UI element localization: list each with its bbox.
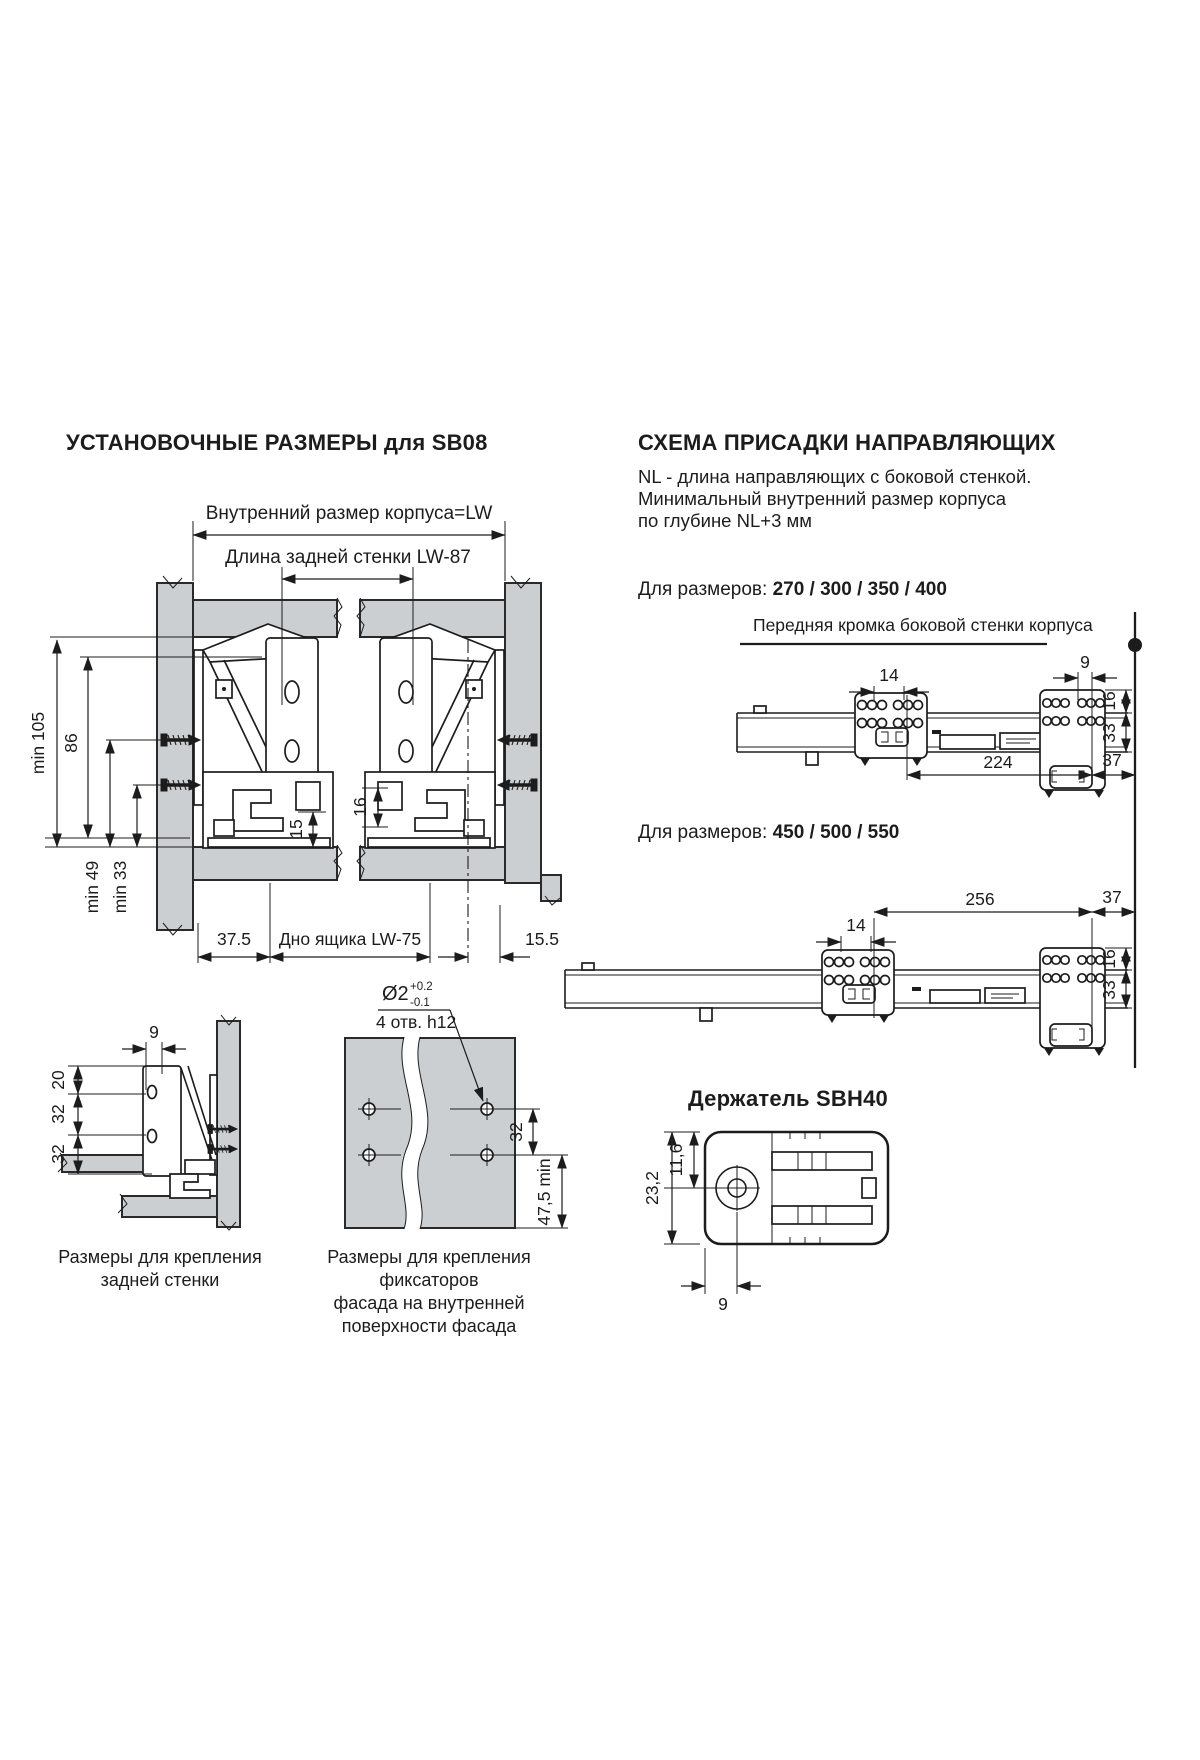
dim-32a-label: 32: [48, 1104, 68, 1124]
rail1-dim-9-label: 9: [1080, 652, 1090, 672]
holder-title: Держатель SBH40: [688, 1086, 888, 1111]
dim-15-label: 15: [286, 819, 306, 839]
dim-20-label: 20: [48, 1070, 68, 1090]
hole-diameter-label: Ø2: [382, 983, 409, 1005]
facade-caption-line2: фасада на внутренней: [333, 1293, 525, 1313]
dim-32b-label: 32: [48, 1144, 68, 1164]
rail-drawing-short: [737, 652, 1135, 798]
dim-86-label: 86: [61, 733, 81, 753]
rail2-dim-256-label: 256: [965, 889, 995, 909]
dim-155-label: 15.5: [524, 929, 560, 949]
nl-note-line3: по глубине NL+3 мм: [638, 510, 812, 531]
backwall-panel: [217, 1015, 240, 1230]
dim-min105: [28, 640, 57, 847]
dim-32-facade-label: 32: [506, 1122, 526, 1142]
holder-dim-232-label: 23,2: [642, 1170, 662, 1206]
rail2-dim-14-label: 14: [846, 915, 866, 935]
nl-note-line1: NL - длина направляющих с боковой стенкой.: [638, 466, 1032, 487]
front-edge-label: Передняя кромка боковой стенки корпуса: [753, 615, 1093, 635]
dim-back-wall-label: Длина задней стенки LW-87: [225, 547, 471, 568]
rail2-dim-16-label: 16: [1099, 949, 1119, 969]
dim-lw: [193, 503, 505, 581]
dim-drawer-bottom-label: Дно ящика LW-75: [278, 929, 422, 949]
rail1-rear-block: [1040, 690, 1105, 798]
rail2-dim-33-label: 33: [1099, 980, 1119, 1000]
dim-min49-label: min 49: [82, 860, 102, 914]
bottom-dimensions: [198, 883, 559, 963]
dim-375-label: 37.5: [216, 929, 252, 949]
rail1-dim-33-label: 33: [1099, 723, 1119, 743]
holder-body: [705, 1132, 888, 1244]
holder-drawing: [630, 1120, 960, 1320]
backwall-caption-line1: Размеры для крепления: [58, 1247, 262, 1267]
rail2-dims-top: [874, 887, 1135, 912]
rail1-dim-16-label: 16: [1099, 691, 1119, 711]
rail1-dim-14-label: 14: [879, 665, 899, 685]
sizes-row-1: [638, 579, 947, 601]
tolerance-lower: -0.1: [410, 997, 430, 1009]
sizes-1-label: Для размеров:: [638, 579, 768, 600]
rail-drilling-drawings: [560, 600, 1160, 1075]
backwall-caption-line2: задней стенки: [100, 1270, 220, 1290]
right-section-title: СХЕМА ПРИСАДКИ НАПРАВЛЯЮЩИХ: [638, 430, 1056, 455]
front-edge-line: [1128, 612, 1142, 1068]
sizes-2-values: 450 / 500 / 550: [772, 822, 900, 843]
nl-note: [638, 466, 1031, 532]
dim-min49: [82, 740, 110, 913]
drawer-back-wall: [193, 598, 505, 637]
rail1-dim-9: [1053, 652, 1117, 678]
drawer-bottom-panel: [193, 845, 505, 880]
dim-16-label: 16: [350, 797, 370, 817]
dim-min33-label: min 33: [110, 860, 130, 914]
holes-count-label: 4 отв. h12: [376, 1012, 457, 1032]
rail1-front-block: [855, 693, 927, 766]
dim-475-label: 47,5 min: [534, 1158, 554, 1226]
drawer-bottom-side: [58, 1153, 144, 1172]
dim-9-backwall-label: 9: [149, 1022, 159, 1042]
rail1-dim-224-label: 224: [983, 752, 1013, 772]
facade-caption-line3: поверхности фасада: [341, 1316, 517, 1336]
rail2-front-block: [822, 950, 894, 1023]
rail1-dim-37-label: 37: [1102, 750, 1122, 770]
dim-min105-label: min 105: [28, 711, 48, 775]
left-section-title: УСТАНОВОЧНЫЕ РАЗМЕРЫ для SB08: [66, 430, 488, 455]
tolerance-upper: +0.2: [410, 981, 433, 993]
rail2-rear-block: [1040, 948, 1105, 1056]
dim-86: [61, 657, 88, 838]
rail2-dim-14: [816, 915, 896, 952]
rail2-dim-37-label: 37: [1102, 887, 1122, 907]
holder-dim-9-label: 9: [718, 1294, 728, 1314]
dim-lw-label: Внутренний размер корпуса=LW: [205, 503, 493, 524]
sizes-2-label: Для размеров:: [638, 822, 768, 843]
facade-caption-line1: Размеры для крепления фиксаторов: [327, 1247, 531, 1290]
holder-dim-116-label: 11,6: [666, 1143, 686, 1177]
facade-caption: [283, 1246, 575, 1338]
sizes-1-values: 270 / 300 / 350 / 400: [772, 579, 947, 600]
nl-note-line2: Минимальный внутренний размер корпуса: [638, 488, 1007, 509]
backwall-fixing-drawing: [40, 990, 280, 1300]
facade-fixing-drawing: [300, 960, 570, 1245]
rail-drawing-long: [565, 887, 1135, 1056]
installation-drawing: [30, 455, 560, 965]
dim-min33: [110, 785, 137, 913]
cabinet-side-panel-left: [157, 576, 193, 935]
facade-panel: [345, 1037, 515, 1229]
